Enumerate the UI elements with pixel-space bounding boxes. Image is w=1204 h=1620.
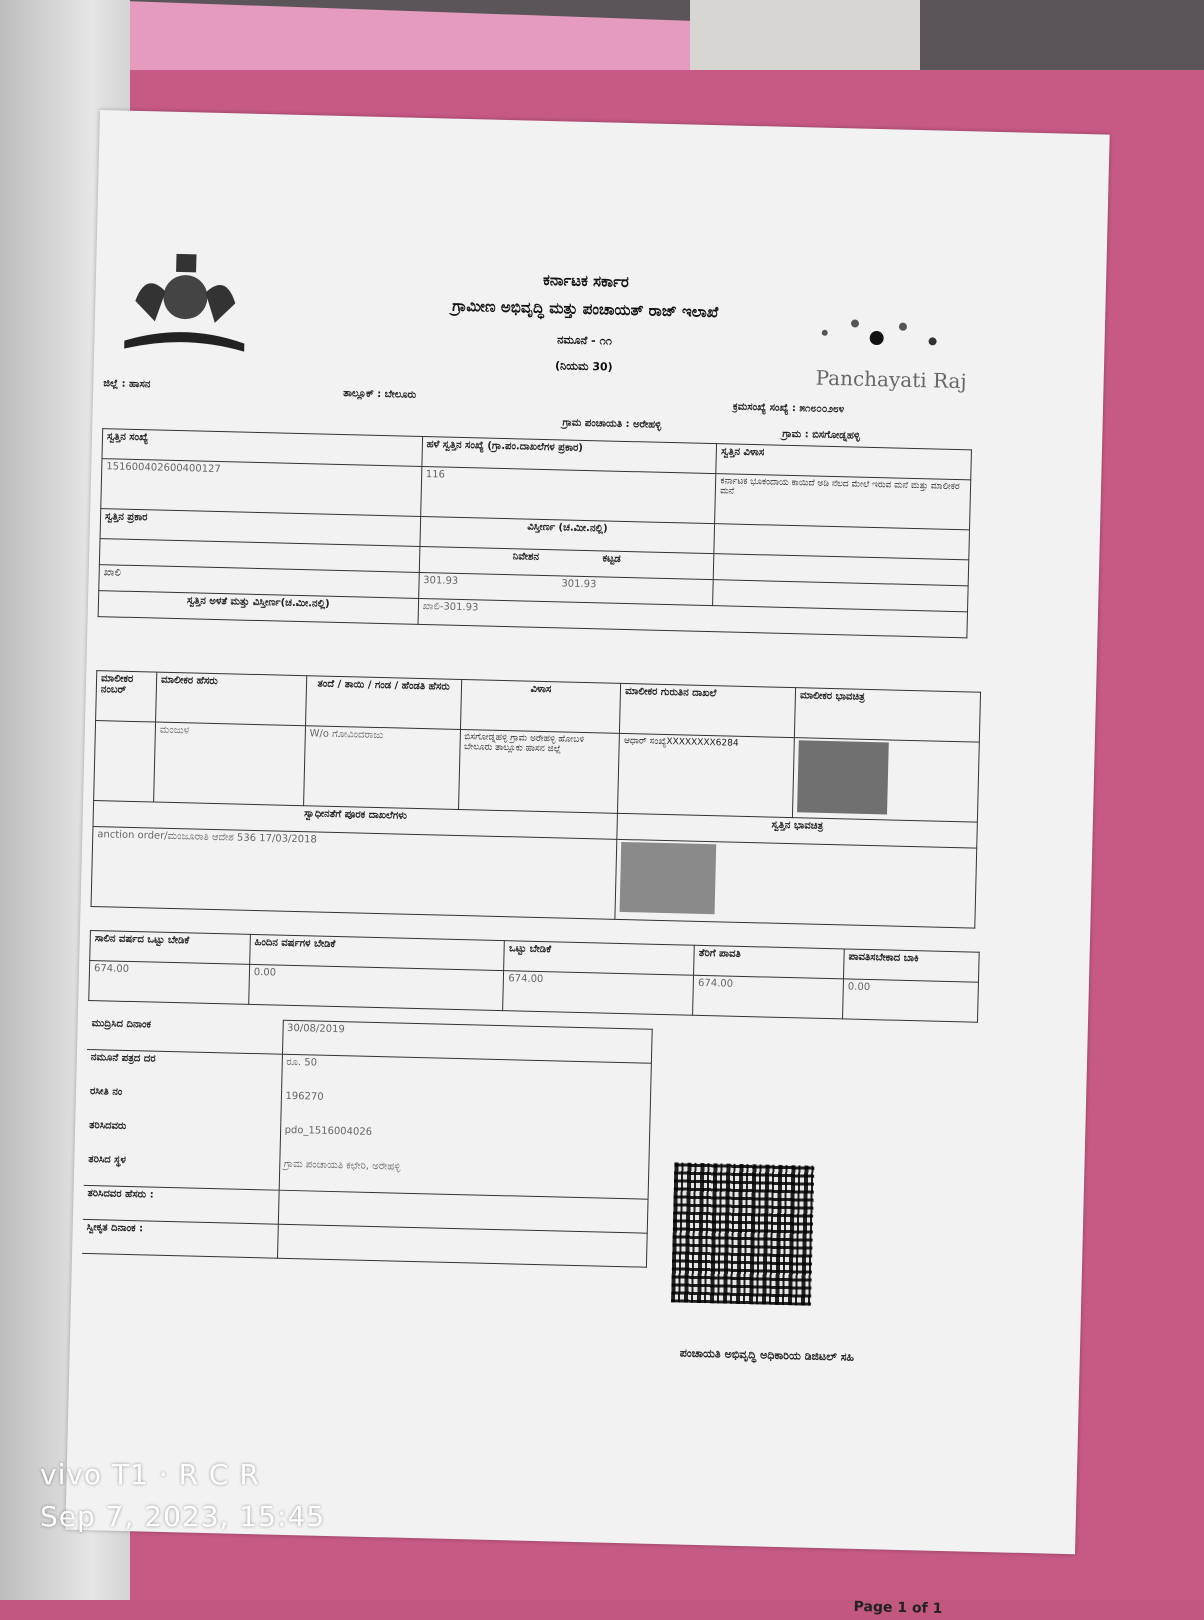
camera-watermark-timestamp: Sep 7, 2023, 15:45 (40, 1500, 326, 1533)
taluk-label: ತಾಲ್ಲೂಕ್ : ಬೇಲೂರು (343, 388, 417, 401)
issue-table (82, 1015, 653, 1268)
department-title: ಗ್ರಾಮೀಣ ಅಭಿವೃದ್ಧಿ ಮತ್ತು ಪಂಚಾಯತ್ ರಾಜ್ ಇಲಾಖೆ (452, 296, 719, 322)
village-label: ಗ್ರಾಮ : ಬಿಸಗೋಡ್ನಹಳ್ಳಿ (782, 428, 861, 442)
tax-header-paid: ತೆರಿಗೆ ಪಾವತಿ (694, 945, 845, 979)
page-number: Page 1 of 1 (853, 1598, 943, 1618)
form-number: ನಮೂನೆ - ೧೧ (557, 333, 613, 348)
camera-watermark-model: vivo T1 · R C R (40, 1458, 260, 1491)
tax-header-previous: ಹಿಂದಿನ ವರ್ಷಗಳ ಬೇಡಿಕೆ (249, 934, 504, 970)
owner-header-address: ವಿಳಾಸ (460, 679, 621, 733)
owner-relation: W/o ಗೋವಿಂದರಾಜು (303, 726, 460, 810)
form-document (65, 110, 1109, 1618)
form-fee-label: ನಮೂನೆ ಪತ್ರದ ದರ (90, 1052, 156, 1065)
property-type-value: ಖಾಲಿ (99, 565, 419, 599)
area-label: ವಿಸ್ತೀರ್ಣ (ಚ.ಮೀ.ನಲ್ಲಿ) (420, 516, 715, 553)
property-address-value: ಕರ್ನಾಟಕ ಭೂಕಂದಾಯ ಕಾಯಿದೆ ಅಡಿ ನೆಲದ ಮೇಲೆ ಇರುವ ಮನೆ ಮತ್ತು ಮಾಲೀಕರ ಮನೆ (715, 474, 971, 530)
form-fee-value: ರೂ. 50 (281, 1054, 651, 1097)
owner-header-id: ಮಾಲೀಕರ ಗುರುತಿನ ದಾಖಲೆ (620, 683, 796, 737)
land-area-value: 301.93 (423, 575, 459, 587)
tax-previous-value: 0.00 (249, 964, 505, 1010)
receipt-no-value: 196270 (280, 1088, 650, 1131)
property-address-label: ಸ್ವತ್ತಿನ ವಿಳಾಸ (716, 444, 971, 480)
issued-by-label: ತರಿಸಿದವರು (89, 1119, 127, 1132)
owner-header-number: ಮಾಲೀಕರ ನಂಬರ್ (96, 671, 157, 722)
requester-name-label: ತರಿಸಿದವರ ಹೆಸರು : (83, 1185, 279, 1224)
tax-balance-value: 0.00 (843, 979, 979, 1022)
digital-signature-label: ಪಂಚಾಯತಿ ಅಭಿವೃದ್ಧಿ ಅಧಿಕಾರಿಯ ಡಿಜಿಟಲ್ ಸಹಿ (679, 1346, 855, 1364)
owner-header-relation: ತಂದೆ / ತಾಯಿ / ಗಂಡ / ಹೆಂಡತಿ ಹೆಸರು (305, 676, 461, 730)
owner-address: ಬಿಸಗೋಡ್ನಹಳ್ಳಿ ಗ್ರಾಮ ಅರೇಹಳ್ಳಿ ಹೋಬಳಿ ಬೇಲೂರು ತಾಲ್ಲೂಕು ಹಾಸನ ಜಿಲ್ಲೆ (458, 729, 620, 813)
receipt-no-label: ರಸೀತಿ ನಂ (89, 1085, 123, 1098)
district-label: ಜಿಲ್ಲೆ : ಹಾಸನ (103, 378, 151, 391)
property-photo (620, 842, 717, 914)
building-area-value: 301.93 (561, 578, 597, 591)
ownership-docs-value: anction order/ಮಂಜೂರಾತಿ ಆದೇಶ 536 17/03/2018 (91, 827, 617, 920)
qr-code (671, 1162, 814, 1305)
background-paper (690, 0, 920, 80)
dimensions-label: ಸ್ವತ್ತಿನ ಅಳತೆ ಮತ್ತು ವಿಸ್ತೀರ್ಣ(ಚ.ಮೀ.ನಲ್ಲಿ) (98, 591, 418, 625)
owner-photo (797, 740, 889, 814)
tax-header-current: ಸಾಲಿನ ವರ್ಷದ ಒಟ್ಟು ಬೇಡಿಕೆ (90, 931, 250, 965)
tax-header-total: ಒಟ್ಟು ಬೇಡಿಕೆ (504, 941, 694, 976)
owner-name: ಮಂಜುಳ (154, 722, 306, 806)
land-label: ನಿವೇಶನ (512, 551, 540, 563)
issued-by-value: pdo_1516004026 (279, 1122, 649, 1165)
owner-photo-cell (793, 738, 980, 822)
owner-header-photo: ಮಾಲೀಕರ ಭಾವಚಿತ್ರ (795, 688, 981, 743)
karnataka-emblem-icon (114, 240, 257, 363)
old-property-no-label: ಹಳೆ ಸ್ವತ್ತಿನ ಸಂಖ್ಯೆ (ಗ್ರಾ.ಪಂ.ದಾಖಲೆಗಳ ಪ್ರಕಾರ) (422, 436, 717, 473)
issue-place-label: ತರಿಸಿದ ಸ್ಥಳ (88, 1153, 127, 1166)
property-photo-label: ಸ್ವತ್ತಿನ ಭಾವಚಿತ್ರ (617, 813, 977, 848)
owner-number (94, 721, 156, 802)
building-label: ಕಟ್ಟಡ (602, 553, 621, 565)
tax-total-value: 674.00 (503, 971, 694, 1016)
printed-date-value: 30/08/2019 (282, 1020, 652, 1063)
owner-header-name: ಮಾಲೀಕರ ಹೆಸರು (156, 672, 307, 726)
owner-id-document: ಆಧಾರ್ ಸಂಖ್ಯೆXXXXXXXX6284 (618, 733, 795, 817)
property-type-label: ಸ್ವತ್ತಿನ ಪ್ರಕಾರ (100, 509, 420, 547)
property-photo-cell (615, 839, 977, 928)
tax-current-value: 674.00 (89, 961, 250, 1005)
issue-place-value: ಗ್ರಾಮ ಪಂಚಾಯತಿ ಕಛೇರಿ, ಅರೇಹಳ್ಳಿ (279, 1156, 649, 1199)
panchayati-raj-text: Panchayati Raj (815, 365, 967, 394)
rule-number: (ನಿಯಮ 30) (554, 359, 613, 374)
tax-header-balance: ಪಾವತಿಸಬೇಕಾದ ಬಾಕಿ (844, 949, 980, 982)
received-date-label: ಸ್ವೀಕೃತ ದಿನಾಂಕ : (82, 1219, 278, 1258)
govt-title: ಕರ್ನಾಟಕ ಸರ್ಕಾರ (542, 270, 629, 291)
property-no-label: ಸ್ವತ್ತಿನ ಸಂಖ್ಯೆ (102, 429, 422, 467)
owner-table (91, 670, 982, 929)
id-number-label: ಕ್ರಮಸಂಖ್ಯೆ ಸಂಖ್ಯೆ : ೫೧೮೦೦೨೮೪ (732, 401, 845, 416)
gram-panchayat-label: ಗ್ರಾಮ ಪಂಚಾಯತಿ : ಅರೇಹಳ್ಳಿ (562, 417, 662, 431)
property-table (98, 428, 972, 638)
tax-table (88, 930, 979, 1023)
ownership-docs-label: ಸ್ವಾಧೀನತೆಗೆ ಪೂರಕ ದಾಖಲೆಗಳು (93, 801, 618, 840)
printed-date-label: ಮುದ್ರಿಸಿದ ದಿನಾಂಕ (87, 1015, 283, 1054)
tax-paid-value: 674.00 (693, 975, 844, 1019)
dimensions-value: ಖಾಲಿ-301.93 (418, 598, 968, 637)
property-no-value: 151600402600400127 (101, 459, 422, 517)
old-property-no-value: 116 (420, 466, 716, 523)
